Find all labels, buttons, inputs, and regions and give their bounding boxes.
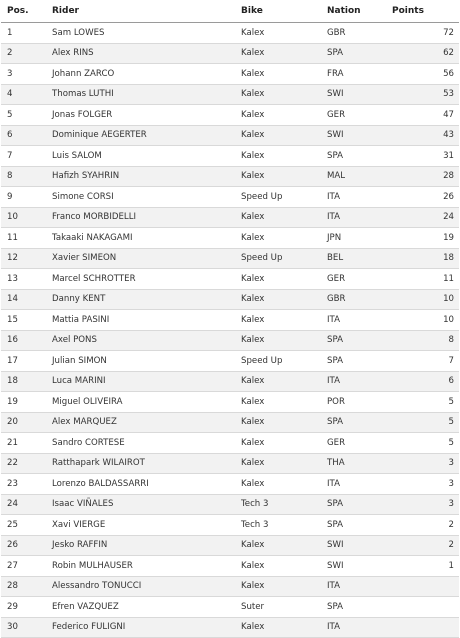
- table-row: [1, 44, 459, 65]
- cell-nation: GER: [327, 433, 387, 453]
- cell-bike: Kalex: [241, 146, 326, 166]
- cell-rider: Xavi VIERGE: [52, 515, 237, 535]
- cell-bike: Kalex: [241, 269, 326, 289]
- cell-pos: 14: [7, 290, 47, 310]
- cell-pos: 19: [7, 392, 47, 412]
- cell-points: 62: [387, 44, 454, 64]
- cell-bike: Kalex: [241, 474, 326, 494]
- cell-nation: SPA: [327, 351, 387, 371]
- cell-rider: Hafizh SYAHRIN: [52, 167, 237, 187]
- cell-bike: Kalex: [241, 536, 326, 556]
- cell-rider: Jesko RAFFIN: [52, 536, 237, 556]
- cell-nation: GBR: [327, 23, 387, 43]
- cell-rider: Thomas LUTHI: [52, 85, 237, 105]
- cell-points: 7: [387, 351, 454, 371]
- cell-points: 19: [387, 228, 454, 248]
- cell-rider: Simone CORSI: [52, 187, 237, 207]
- cell-nation: THA: [327, 454, 387, 474]
- cell-nation: ITA: [327, 372, 387, 392]
- cell-points: 1: [387, 556, 454, 576]
- cell-bike: Kalex: [241, 454, 326, 474]
- cell-points: 18: [387, 249, 454, 269]
- cell-nation: JPN: [327, 228, 387, 248]
- cell-points: [387, 597, 454, 617]
- table-row: [1, 310, 459, 331]
- cell-points: 56: [387, 64, 454, 84]
- table-row: [1, 64, 459, 85]
- cell-rider: Alessandro TONUCCI: [52, 577, 237, 597]
- cell-bike: Kalex: [241, 23, 326, 43]
- table-body: [1, 23, 459, 638]
- cell-bike: Suter: [241, 597, 326, 617]
- table-row: [1, 351, 459, 372]
- cell-nation: ITA: [327, 577, 387, 597]
- cell-bike: Tech 3: [241, 515, 326, 535]
- table-row: [1, 372, 459, 393]
- table-row: [1, 515, 459, 536]
- cell-points: 11: [387, 269, 454, 289]
- cell-points: 53: [387, 85, 454, 105]
- cell-bike: Kalex: [241, 310, 326, 330]
- cell-points: 47: [387, 105, 454, 125]
- cell-nation: MAL: [327, 167, 387, 187]
- table-row: [1, 556, 459, 577]
- header-rider: Rider: [52, 0, 237, 22]
- cell-pos: 7: [7, 146, 47, 166]
- cell-points: 5: [387, 433, 454, 453]
- cell-rider: Efren VAZQUEZ: [52, 597, 237, 617]
- table-row: [1, 269, 459, 290]
- cell-pos: 21: [7, 433, 47, 453]
- cell-bike: Kalex: [241, 433, 326, 453]
- cell-points: 8: [387, 331, 454, 351]
- cell-pos: 27: [7, 556, 47, 576]
- table-row: [1, 454, 459, 475]
- table-row: [1, 618, 459, 638]
- cell-nation: GER: [327, 269, 387, 289]
- table-row: [1, 85, 459, 106]
- cell-nation: SPA: [327, 44, 387, 64]
- cell-bike: Kalex: [241, 64, 326, 84]
- cell-rider: Lorenzo BALDASSARRI: [52, 474, 237, 494]
- table-row: [1, 495, 459, 516]
- cell-bike: Tech 3: [241, 495, 326, 515]
- cell-nation: GER: [327, 105, 387, 125]
- cell-nation: SPA: [327, 413, 387, 433]
- cell-bike: Kalex: [241, 290, 326, 310]
- cell-pos: 9: [7, 187, 47, 207]
- cell-nation: SWI: [327, 536, 387, 556]
- cell-pos: 26: [7, 536, 47, 556]
- cell-pos: 17: [7, 351, 47, 371]
- cell-bike: Kalex: [241, 577, 326, 597]
- table-row: [1, 187, 459, 208]
- cell-rider: Xavier SIMEON: [52, 249, 237, 269]
- cell-rider: Federico FULIGNI: [52, 618, 237, 638]
- cell-rider: Luca MARINI: [52, 372, 237, 392]
- cell-pos: 22: [7, 454, 47, 474]
- cell-rider: Alex MARQUEZ: [52, 413, 237, 433]
- cell-bike: Kalex: [241, 372, 326, 392]
- cell-bike: Speed Up: [241, 351, 326, 371]
- cell-bike: Kalex: [241, 618, 326, 638]
- cell-nation: ITA: [327, 474, 387, 494]
- cell-rider: Luis SALOM: [52, 146, 237, 166]
- cell-points: 43: [387, 126, 454, 146]
- cell-bike: Kalex: [241, 44, 326, 64]
- cell-pos: 12: [7, 249, 47, 269]
- cell-pos: 28: [7, 577, 47, 597]
- cell-pos: 11: [7, 228, 47, 248]
- cell-rider: Robin MULHAUSER: [52, 556, 237, 576]
- cell-nation: GBR: [327, 290, 387, 310]
- table-row: [1, 290, 459, 311]
- cell-rider: Johann ZARCO: [52, 64, 237, 84]
- cell-nation: POR: [327, 392, 387, 412]
- cell-pos: 4: [7, 85, 47, 105]
- cell-nation: SPA: [327, 597, 387, 617]
- cell-points: 31: [387, 146, 454, 166]
- header-nation: Nation: [327, 0, 387, 22]
- cell-nation: SWI: [327, 126, 387, 146]
- cell-pos: 18: [7, 372, 47, 392]
- cell-points: 26: [387, 187, 454, 207]
- cell-nation: SPA: [327, 515, 387, 535]
- cell-bike: Kalex: [241, 126, 326, 146]
- table-row: [1, 413, 459, 434]
- table-row: [1, 105, 459, 126]
- cell-points: 28: [387, 167, 454, 187]
- cell-rider: Axel PONS: [52, 331, 237, 351]
- cell-points: 10: [387, 290, 454, 310]
- cell-pos: 23: [7, 474, 47, 494]
- table-row: [1, 126, 459, 147]
- cell-bike: Speed Up: [241, 187, 326, 207]
- cell-pos: 15: [7, 310, 47, 330]
- cell-points: [387, 577, 454, 597]
- cell-bike: Kalex: [241, 556, 326, 576]
- cell-points: 24: [387, 208, 454, 228]
- cell-rider: Mattia PASINI: [52, 310, 237, 330]
- cell-points: 5: [387, 413, 454, 433]
- cell-pos: 2: [7, 44, 47, 64]
- cell-pos: 13: [7, 269, 47, 289]
- cell-pos: 8: [7, 167, 47, 187]
- cell-points: 3: [387, 474, 454, 494]
- table-row: [1, 167, 459, 188]
- cell-rider: Julian SIMON: [52, 351, 237, 371]
- cell-bike: Kalex: [241, 85, 326, 105]
- cell-bike: Kalex: [241, 392, 326, 412]
- cell-pos: 3: [7, 64, 47, 84]
- table-row: [1, 146, 459, 167]
- table-row: [1, 433, 459, 454]
- cell-pos: 16: [7, 331, 47, 351]
- cell-nation: SWI: [327, 556, 387, 576]
- header-pos: Pos.: [7, 0, 47, 22]
- table-row: [1, 228, 459, 249]
- cell-rider: Danny KENT: [52, 290, 237, 310]
- cell-bike: Kalex: [241, 105, 326, 125]
- cell-pos: 30: [7, 618, 47, 638]
- cell-bike: Kalex: [241, 331, 326, 351]
- cell-pos: 25: [7, 515, 47, 535]
- cell-rider: Alex RINS: [52, 44, 237, 64]
- cell-nation: SPA: [327, 495, 387, 515]
- cell-nation: FRA: [327, 64, 387, 84]
- cell-nation: SPA: [327, 331, 387, 351]
- table-row: [1, 23, 459, 44]
- cell-pos: 6: [7, 126, 47, 146]
- table-row: [1, 392, 459, 413]
- cell-rider: Jonas FOLGER: [52, 105, 237, 125]
- standings-table: [1, 0, 459, 638]
- cell-points: 72: [387, 23, 454, 43]
- cell-bike: Kalex: [241, 228, 326, 248]
- table-row: [1, 597, 459, 618]
- table-row: [1, 208, 459, 229]
- cell-rider: Dominique AEGERTER: [52, 126, 237, 146]
- cell-rider: Takaaki NAKAGAMI: [52, 228, 237, 248]
- cell-pos: 5: [7, 105, 47, 125]
- cell-nation: ITA: [327, 187, 387, 207]
- cell-rider: Isaac VIÑALES: [52, 495, 237, 515]
- cell-rider: Franco MORBIDELLI: [52, 208, 237, 228]
- cell-pos: 24: [7, 495, 47, 515]
- cell-bike: Speed Up: [241, 249, 326, 269]
- table-row: [1, 474, 459, 495]
- cell-points: 10: [387, 310, 454, 330]
- table-row: [1, 536, 459, 557]
- cell-pos: 20: [7, 413, 47, 433]
- cell-nation: SWI: [327, 85, 387, 105]
- cell-nation: ITA: [327, 310, 387, 330]
- cell-rider: Marcel SCHROTTER: [52, 269, 237, 289]
- cell-rider: Sam LOWES: [52, 23, 237, 43]
- cell-points: 2: [387, 515, 454, 535]
- cell-rider: Ratthapark WILAIROT: [52, 454, 237, 474]
- table-header: [1, 0, 459, 23]
- cell-pos: 10: [7, 208, 47, 228]
- cell-nation: ITA: [327, 208, 387, 228]
- cell-points: 2: [387, 536, 454, 556]
- table-row: [1, 249, 459, 270]
- cell-nation: BEL: [327, 249, 387, 269]
- cell-pos: 29: [7, 597, 47, 617]
- header-points: Points: [392, 0, 459, 22]
- table-row: [1, 331, 459, 352]
- header-bike: Bike: [241, 0, 326, 22]
- cell-pos: 1: [7, 23, 47, 43]
- cell-points: 3: [387, 454, 454, 474]
- cell-rider: Miguel OLIVEIRA: [52, 392, 237, 412]
- cell-nation: ITA: [327, 618, 387, 638]
- table-row: [1, 577, 459, 598]
- cell-points: 3: [387, 495, 454, 515]
- cell-bike: Kalex: [241, 208, 326, 228]
- cell-points: 6: [387, 372, 454, 392]
- cell-nation: SPA: [327, 146, 387, 166]
- cell-points: [387, 618, 454, 638]
- cell-rider: Sandro CORTESE: [52, 433, 237, 453]
- cell-bike: Kalex: [241, 167, 326, 187]
- cell-points: 5: [387, 392, 454, 412]
- cell-bike: Kalex: [241, 413, 326, 433]
